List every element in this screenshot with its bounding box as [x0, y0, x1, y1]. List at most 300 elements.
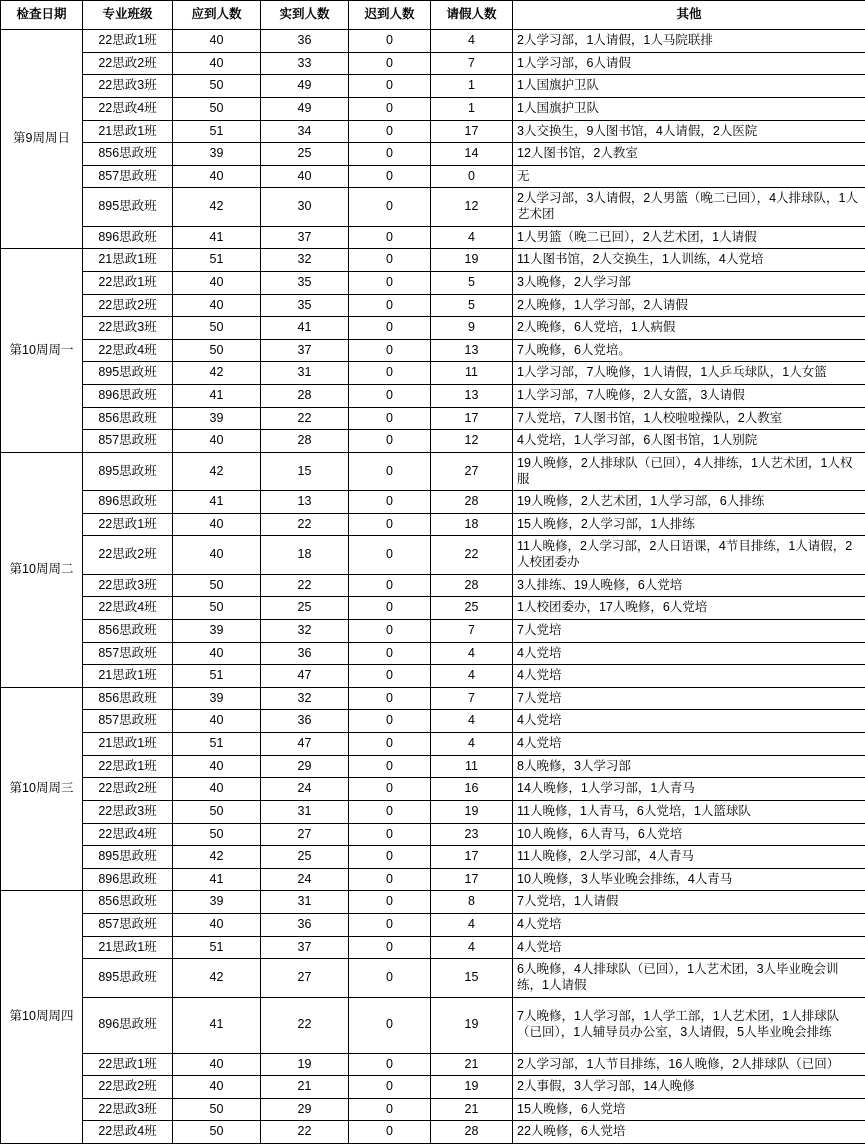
expected-count-cell: 42: [173, 362, 261, 385]
expected-count-cell: 40: [173, 536, 261, 574]
other-cell: 3人晚修，2人学习部: [513, 271, 865, 294]
leave-count-cell: 4: [431, 710, 513, 733]
table-row: [1, 597, 865, 620]
actual-count-cell: 35: [261, 271, 349, 294]
other-cell: 1人国旗护卫队: [513, 97, 865, 120]
other-cell: 2人学习部，1人节目排练，16人晚修，2人排球队（已回）: [513, 1053, 865, 1076]
table-row: [1, 143, 865, 166]
other-cell: 10人晚修，3人毕业晚会排练，4人青马: [513, 868, 865, 891]
table-row: [1, 536, 865, 574]
actual-count-cell: 29: [261, 755, 349, 778]
class-cell: 22思政1班: [83, 30, 173, 53]
actual-count-cell: 27: [261, 959, 349, 997]
other-cell: 4人党培: [513, 642, 865, 665]
table-row: [1, 271, 865, 294]
actual-count-cell: 21: [261, 1076, 349, 1099]
actual-count-cell: 15: [261, 452, 349, 490]
class-cell: 21思政1班: [83, 665, 173, 688]
class-cell: 857思政班: [83, 165, 173, 188]
table-row: [1, 800, 865, 823]
other-cell: 8人晚修，3人学习部: [513, 755, 865, 778]
other-cell: 1人校团委办，17人晚修，6人党培: [513, 597, 865, 620]
leave-count-cell: 12: [431, 188, 513, 226]
expected-count-cell: 51: [173, 665, 261, 688]
late-count-cell: 0: [349, 143, 431, 166]
leave-count-cell: 17: [431, 846, 513, 869]
leave-count-cell: 4: [431, 642, 513, 665]
other-cell: 11人晚修，1人青马，6人党培，1人篮球队: [513, 800, 865, 823]
actual-count-cell: 35: [261, 294, 349, 317]
table-row: [1, 226, 865, 249]
late-count-cell: 0: [349, 755, 431, 778]
table-row: [1, 339, 865, 362]
actual-count-cell: 36: [261, 710, 349, 733]
late-count-cell: 0: [349, 536, 431, 574]
late-count-cell: 0: [349, 362, 431, 385]
other-cell: 3人交换生，9人图书馆，4人请假，2人医院: [513, 120, 865, 143]
expected-count-cell: 50: [173, 1098, 261, 1121]
late-count-cell: 0: [349, 665, 431, 688]
leave-count-cell: 9: [431, 317, 513, 340]
actual-count-cell: 25: [261, 846, 349, 869]
other-cell: 7人党培，7人图书馆，1人校啦啦操队，2人教室: [513, 407, 865, 430]
actual-count-cell: 19: [261, 1053, 349, 1076]
leave-count-cell: 16: [431, 778, 513, 801]
other-cell: 2人事假，3人学习部，14人晚修: [513, 1076, 865, 1099]
table-row: [1, 710, 865, 733]
late-count-cell: 0: [349, 385, 431, 408]
leave-count-cell: 12: [431, 430, 513, 453]
table-row: [1, 362, 865, 385]
other-cell: 7人党培: [513, 619, 865, 642]
late-count-cell: 0: [349, 619, 431, 642]
late-count-cell: 0: [349, 452, 431, 490]
actual-count-cell: 28: [261, 430, 349, 453]
class-cell: 895思政班: [83, 452, 173, 490]
table-row: [1, 249, 865, 272]
class-cell: 22思政2班: [83, 1076, 173, 1099]
expected-count-cell: 41: [173, 491, 261, 514]
expected-count-cell: 40: [173, 914, 261, 937]
class-cell: 22思政2班: [83, 52, 173, 75]
class-cell: 22思政3班: [83, 574, 173, 597]
actual-count-cell: 13: [261, 491, 349, 514]
other-cell: 4人党培: [513, 710, 865, 733]
table-row: [1, 513, 865, 536]
leave-count-cell: 19: [431, 997, 513, 1053]
late-count-cell: 0: [349, 339, 431, 362]
late-count-cell: 0: [349, 317, 431, 340]
actual-count-cell: 22: [261, 513, 349, 536]
other-cell: 6人晚修，4人排球队（已回），1人艺术团，3人毕业晚会训练，1人请假: [513, 959, 865, 997]
class-cell: 896思政班: [83, 868, 173, 891]
table-row: [1, 97, 865, 120]
late-count-cell: 0: [349, 491, 431, 514]
actual-count-cell: 49: [261, 75, 349, 98]
expected-count-cell: 40: [173, 513, 261, 536]
actual-count-cell: 40: [261, 165, 349, 188]
expected-count-cell: 40: [173, 778, 261, 801]
other-cell: 4人党培: [513, 733, 865, 756]
late-count-cell: 0: [349, 597, 431, 620]
leave-count-cell: 21: [431, 1053, 513, 1076]
other-cell: 14人晚修，1人学习部，1人青马: [513, 778, 865, 801]
table-row: [1, 755, 865, 778]
late-count-cell: 0: [349, 574, 431, 597]
leave-count-cell: 28: [431, 574, 513, 597]
leave-count-cell: 28: [431, 1121, 513, 1144]
table-row: [1, 75, 865, 98]
table-row: [1, 188, 865, 226]
other-cell: 1人学习部，7人晚修，2人女篮，3人请假: [513, 385, 865, 408]
table-row: [1, 52, 865, 75]
expected-count-cell: 51: [173, 120, 261, 143]
table-row: [1, 574, 865, 597]
class-cell: 22思政3班: [83, 1098, 173, 1121]
actual-count-cell: 37: [261, 936, 349, 959]
header-check-date: 检查日期: [1, 1, 83, 30]
class-cell: 22思政1班: [83, 271, 173, 294]
other-cell: 4人党培: [513, 914, 865, 937]
expected-count-cell: 51: [173, 249, 261, 272]
expected-count-cell: 50: [173, 574, 261, 597]
table-row: [1, 936, 865, 959]
header-row: [1, 1, 865, 30]
other-cell: 4人党培: [513, 665, 865, 688]
check-date-cell: 第10周周三: [1, 687, 83, 891]
class-cell: 22思政1班: [83, 755, 173, 778]
class-cell: 21思政1班: [83, 733, 173, 756]
class-cell: 856思政班: [83, 687, 173, 710]
class-cell: 21思政1班: [83, 936, 173, 959]
other-cell: 11人图书馆，2人交换生，1人训练，4人党培: [513, 249, 865, 272]
leave-count-cell: 4: [431, 30, 513, 53]
late-count-cell: 0: [349, 687, 431, 710]
expected-count-cell: 40: [173, 1053, 261, 1076]
late-count-cell: 0: [349, 407, 431, 430]
late-count-cell: 0: [349, 97, 431, 120]
actual-count-cell: 31: [261, 362, 349, 385]
other-cell: 10人晚修，6人青马，6人党培: [513, 823, 865, 846]
leave-count-cell: 17: [431, 868, 513, 891]
leave-count-cell: 15: [431, 959, 513, 997]
actual-count-cell: 22: [261, 1121, 349, 1144]
actual-count-cell: 49: [261, 97, 349, 120]
late-count-cell: 0: [349, 188, 431, 226]
actual-count-cell: 30: [261, 188, 349, 226]
table-row: [1, 868, 865, 891]
expected-count-cell: 39: [173, 687, 261, 710]
actual-count-cell: 37: [261, 226, 349, 249]
late-count-cell: 0: [349, 959, 431, 997]
expected-count-cell: 50: [173, 597, 261, 620]
leave-count-cell: 13: [431, 339, 513, 362]
expected-count-cell: 51: [173, 733, 261, 756]
table-row: [1, 491, 865, 514]
leave-count-cell: 22: [431, 536, 513, 574]
expected-count-cell: 41: [173, 868, 261, 891]
late-count-cell: 0: [349, 1098, 431, 1121]
class-cell: 856思政班: [83, 407, 173, 430]
other-cell: 2人学习部，1人请假，1人马院联排: [513, 30, 865, 53]
table-row: [1, 385, 865, 408]
table-row: [1, 30, 865, 53]
leave-count-cell: 4: [431, 914, 513, 937]
actual-count-cell: 47: [261, 665, 349, 688]
late-count-cell: 0: [349, 891, 431, 914]
class-cell: 21思政1班: [83, 120, 173, 143]
expected-count-cell: 39: [173, 891, 261, 914]
leave-count-cell: 1: [431, 75, 513, 98]
actual-count-cell: 18: [261, 536, 349, 574]
leave-count-cell: 7: [431, 619, 513, 642]
leave-count-cell: 13: [431, 385, 513, 408]
class-cell: 896思政班: [83, 226, 173, 249]
late-count-cell: 0: [349, 800, 431, 823]
check-date-cell: 第10周周二: [1, 452, 83, 687]
other-cell: 12人图书馆，2人教室: [513, 143, 865, 166]
expected-count-cell: 50: [173, 97, 261, 120]
late-count-cell: 0: [349, 846, 431, 869]
table-row: [1, 407, 865, 430]
actual-count-cell: 22: [261, 574, 349, 597]
table-row: [1, 430, 865, 453]
late-count-cell: 0: [349, 1076, 431, 1099]
actual-count-cell: 37: [261, 339, 349, 362]
actual-count-cell: 24: [261, 868, 349, 891]
table-row: [1, 846, 865, 869]
actual-count-cell: 36: [261, 642, 349, 665]
expected-count-cell: 42: [173, 188, 261, 226]
class-cell: 856思政班: [83, 891, 173, 914]
class-cell: 21思政1班: [83, 249, 173, 272]
actual-count-cell: 27: [261, 823, 349, 846]
leave-count-cell: 0: [431, 165, 513, 188]
table-row: [1, 317, 865, 340]
late-count-cell: 0: [349, 642, 431, 665]
expected-count-cell: 50: [173, 75, 261, 98]
class-cell: 895思政班: [83, 362, 173, 385]
leave-count-cell: 17: [431, 120, 513, 143]
check-date-cell: 第10周周四: [1, 891, 83, 1144]
expected-count-cell: 41: [173, 997, 261, 1053]
other-cell: 11人晚修，2人学习部，4人青马: [513, 846, 865, 869]
expected-count-cell: 40: [173, 642, 261, 665]
actual-count-cell: 32: [261, 619, 349, 642]
expected-count-cell: 40: [173, 30, 261, 53]
actual-count-cell: 29: [261, 1098, 349, 1121]
header-actual-count: 实到人数: [261, 1, 349, 30]
other-cell: 1人男篮（晚二已回），2人艺术团，1人请假: [513, 226, 865, 249]
late-count-cell: 0: [349, 1053, 431, 1076]
class-cell: 22思政4班: [83, 1121, 173, 1144]
actual-count-cell: 25: [261, 143, 349, 166]
table-row: [1, 619, 865, 642]
leave-count-cell: 5: [431, 271, 513, 294]
class-cell: 22思政4班: [83, 339, 173, 362]
other-cell: 15人晚修，2人学习部，1人排练: [513, 513, 865, 536]
table-row: [1, 733, 865, 756]
other-cell: 11人晚修，2人学习部，2人日语课，4节目排练，1人请假，2人校团委办: [513, 536, 865, 574]
expected-count-cell: 39: [173, 143, 261, 166]
expected-count-cell: 41: [173, 226, 261, 249]
actual-count-cell: 24: [261, 778, 349, 801]
actual-count-cell: 36: [261, 914, 349, 937]
expected-count-cell: 50: [173, 823, 261, 846]
other-cell: 19人晚修，2人艺术团，1人学习部，6人排练: [513, 491, 865, 514]
table-row: [1, 1121, 865, 1144]
class-cell: 22思政1班: [83, 1053, 173, 1076]
actual-count-cell: 33: [261, 52, 349, 75]
other-cell: 1人国旗护卫队: [513, 75, 865, 98]
table-row: [1, 452, 865, 490]
actual-count-cell: 31: [261, 891, 349, 914]
other-cell: 15人晚修，6人党培: [513, 1098, 865, 1121]
late-count-cell: 0: [349, 165, 431, 188]
actual-count-cell: 36: [261, 30, 349, 53]
class-cell: 22思政4班: [83, 97, 173, 120]
class-cell: 896思政班: [83, 385, 173, 408]
actual-count-cell: 34: [261, 120, 349, 143]
late-count-cell: 0: [349, 30, 431, 53]
leave-count-cell: 18: [431, 513, 513, 536]
actual-count-cell: 28: [261, 385, 349, 408]
actual-count-cell: 47: [261, 733, 349, 756]
class-cell: 856思政班: [83, 619, 173, 642]
expected-count-cell: 42: [173, 846, 261, 869]
check-date-cell: 第9周周日: [1, 30, 83, 249]
expected-count-cell: 40: [173, 165, 261, 188]
table-body: [1, 30, 865, 1144]
leave-count-cell: 23: [431, 823, 513, 846]
other-cell: 7人党培: [513, 687, 865, 710]
actual-count-cell: 22: [261, 407, 349, 430]
late-count-cell: 0: [349, 1121, 431, 1144]
late-count-cell: 0: [349, 75, 431, 98]
other-cell: 无: [513, 165, 865, 188]
class-cell: 895思政班: [83, 188, 173, 226]
leave-count-cell: 17: [431, 407, 513, 430]
header-other: 其他: [513, 1, 865, 30]
class-cell: 857思政班: [83, 642, 173, 665]
leave-count-cell: 4: [431, 936, 513, 959]
other-cell: 4人党培: [513, 936, 865, 959]
header-expected-count: 应到人数: [173, 1, 261, 30]
class-cell: 22思政4班: [83, 597, 173, 620]
expected-count-cell: 39: [173, 407, 261, 430]
header-leave-count: 请假人数: [431, 1, 513, 30]
expected-count-cell: 40: [173, 1076, 261, 1099]
expected-count-cell: 40: [173, 755, 261, 778]
late-count-cell: 0: [349, 120, 431, 143]
actual-count-cell: 22: [261, 997, 349, 1053]
actual-count-cell: 25: [261, 597, 349, 620]
leave-count-cell: 4: [431, 733, 513, 756]
class-cell: 22思政2班: [83, 294, 173, 317]
leave-count-cell: 11: [431, 755, 513, 778]
late-count-cell: 0: [349, 249, 431, 272]
leave-count-cell: 14: [431, 143, 513, 166]
other-cell: 1人学习部，6人请假: [513, 52, 865, 75]
table-row: [1, 120, 865, 143]
leave-count-cell: 4: [431, 665, 513, 688]
leave-count-cell: 1: [431, 97, 513, 120]
late-count-cell: 0: [349, 513, 431, 536]
class-cell: 22思政2班: [83, 778, 173, 801]
other-cell: 3人排练、19人晚修，6人党培: [513, 574, 865, 597]
class-cell: 856思政班: [83, 143, 173, 166]
leave-count-cell: 28: [431, 491, 513, 514]
leave-count-cell: 25: [431, 597, 513, 620]
other-cell: 4人党培，1人学习部，6人图书馆，1人别院: [513, 430, 865, 453]
expected-count-cell: 40: [173, 710, 261, 733]
table-header: [1, 1, 865, 30]
late-count-cell: 0: [349, 914, 431, 937]
expected-count-cell: 40: [173, 294, 261, 317]
class-cell: 857思政班: [83, 430, 173, 453]
class-cell: 896思政班: [83, 997, 173, 1053]
leave-count-cell: 4: [431, 226, 513, 249]
late-count-cell: 0: [349, 430, 431, 453]
leave-count-cell: 11: [431, 362, 513, 385]
class-cell: 22思政1班: [83, 513, 173, 536]
table-row: [1, 294, 865, 317]
table-row: [1, 165, 865, 188]
leave-count-cell: 19: [431, 249, 513, 272]
header-class: 专业班级: [83, 1, 173, 30]
expected-count-cell: 41: [173, 385, 261, 408]
late-count-cell: 0: [349, 226, 431, 249]
expected-count-cell: 39: [173, 619, 261, 642]
actual-count-cell: 41: [261, 317, 349, 340]
actual-count-cell: 32: [261, 249, 349, 272]
late-count-cell: 0: [349, 710, 431, 733]
leave-count-cell: 19: [431, 800, 513, 823]
class-cell: 22思政3班: [83, 800, 173, 823]
expected-count-cell: 40: [173, 52, 261, 75]
check-date-cell: 第10周周一: [1, 249, 83, 453]
leave-count-cell: 7: [431, 687, 513, 710]
class-cell: 22思政3班: [83, 317, 173, 340]
other-cell: 22人晚修，6人党培: [513, 1121, 865, 1144]
late-count-cell: 0: [349, 778, 431, 801]
class-cell: 857思政班: [83, 914, 173, 937]
class-cell: 22思政2班: [83, 536, 173, 574]
leave-count-cell: 8: [431, 891, 513, 914]
other-cell: 2人晚修，6人党培，1人病假: [513, 317, 865, 340]
class-cell: 22思政4班: [83, 823, 173, 846]
expected-count-cell: 42: [173, 959, 261, 997]
class-cell: 895思政班: [83, 846, 173, 869]
table-row: [1, 891, 865, 914]
late-count-cell: 0: [349, 294, 431, 317]
table-row: [1, 959, 865, 997]
table-row: [1, 1098, 865, 1121]
table-row: [1, 997, 865, 1053]
expected-count-cell: 50: [173, 1121, 261, 1144]
header-late-count: 迟到人数: [349, 1, 431, 30]
late-count-cell: 0: [349, 997, 431, 1053]
late-count-cell: 0: [349, 733, 431, 756]
actual-count-cell: 31: [261, 800, 349, 823]
leave-count-cell: 21: [431, 1098, 513, 1121]
table-row: [1, 914, 865, 937]
other-cell: 2人学习部，3人请假，2人男篮（晚二已回），4人排球队，1人艺术团: [513, 188, 865, 226]
table-row: [1, 1076, 865, 1099]
leave-count-cell: 27: [431, 452, 513, 490]
expected-count-cell: 50: [173, 317, 261, 340]
late-count-cell: 0: [349, 52, 431, 75]
